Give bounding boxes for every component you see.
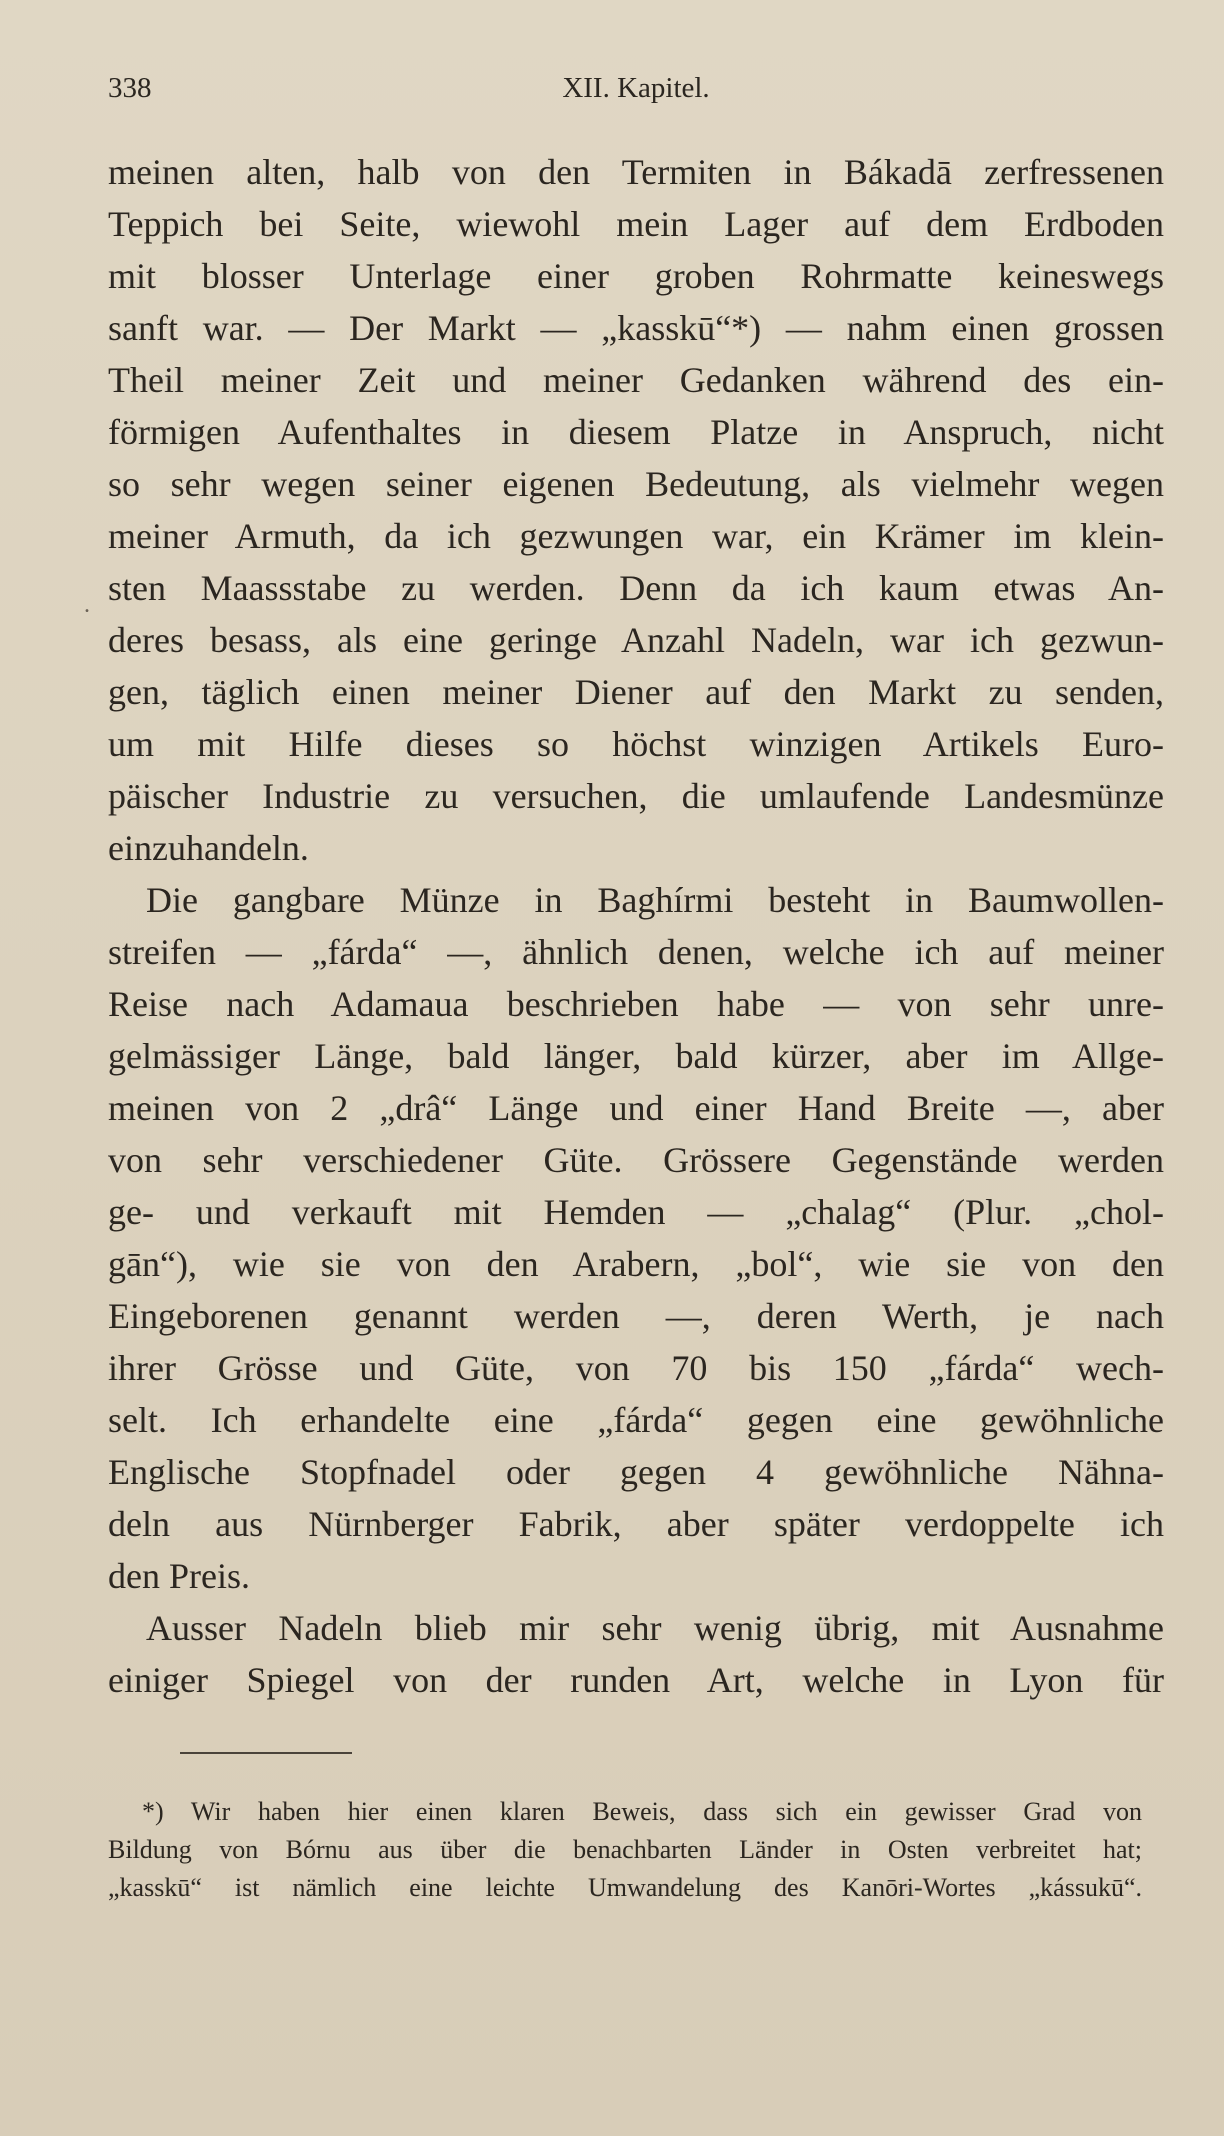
text-line: meinen alten, halb von den Termiten in Bákadā zerfressenen [108, 152, 1164, 192]
text-line: gelmässiger Länge, bald länger, bald kürzer, aber im Allge- [108, 1036, 1164, 1076]
text-line: deln aus Nürnberger Fabrik, aber später verdoppelte ich [108, 1504, 1164, 1544]
page-number: 338 [108, 72, 152, 104]
text-line: päischer Industrie zu versuchen, die umlaufende Landesmünze [108, 776, 1164, 816]
text-line: Eingeborenen genannt werden —, deren Werth, je nach [108, 1296, 1164, 1336]
text-line: deres besass, als eine geringe Anzahl Nadeln, war ich gezwun- [108, 620, 1164, 660]
footnote-line: Bildung von Bórnu aus über die benachbarten Länder in Osten verbreitet hat; [108, 1835, 1142, 1864]
text-line: gān“), wie sie von den Arabern, „bol“, wie sie von den [108, 1244, 1164, 1284]
text-line: sanft war. — Der Markt — „kasskū“*) — nahm einen grossen [108, 308, 1164, 348]
page-header [108, 72, 1164, 112]
footnote-line: *) Wir haben hier einen klaren Beweis, dass sich ein gewisser Grad von [142, 1797, 1142, 1826]
text-line: einiger Spiegel von der runden Art, welche in Lyon für [108, 1660, 1164, 1700]
text-line: Theil meiner Zeit und meiner Gedanken während des ein- [108, 360, 1164, 400]
text-line: von sehr verschiedener Güte. Grössere Gegenstände werden [108, 1140, 1164, 1180]
text-line: selt. Ich erhandelte eine „fárda“ gegen eine gewöhnliche [108, 1400, 1164, 1440]
text-line: den Preis. [108, 1556, 250, 1596]
body-text [108, 146, 1164, 1706]
text-line: streifen — „fárda“ —, ähnlich denen, welche ich auf meiner [108, 932, 1164, 972]
running-head: XII. Kapitel. [562, 72, 710, 104]
text-line: meinen von 2 „drâ“ Länge und einer Hand Breite —, aber [108, 1088, 1164, 1128]
text-line: um mit Hilfe dieses so höchst winzigen Artikels Euro- [108, 724, 1164, 764]
text-line: einzuhandeln. [108, 828, 309, 868]
text-line: mit blosser Unterlage einer groben Rohrmatte keineswegs [108, 256, 1164, 296]
text-line: ge- und verkauft mit Hemden — „chalag“ (Plur. „chol- [108, 1192, 1164, 1232]
text-line: förmigen Aufenthaltes in diesem Platze in Anspruch, nicht [108, 412, 1164, 452]
text-line: Reise nach Adamaua beschrieben habe — von sehr unre- [108, 984, 1164, 1024]
text-line: Teppich bei Seite, wiewohl mein Lager auf dem Erdboden [108, 204, 1164, 244]
text-line: sten Maassstabe zu werden. Denn da ich kaum etwas An- [108, 568, 1164, 608]
paragraph-start-line: Die gangbare Münze in Baghírmi besteht in Baumwollen- [146, 880, 1164, 920]
text-line: ihrer Grösse und Güte, von 70 bis 150 „fárda“ wech- [108, 1348, 1164, 1388]
footnote-line: „kasskū“ ist nämlich eine leichte Umwandelung des Kanōri-Wortes „kássukū“. [108, 1873, 1142, 1902]
text-line: Englische Stopfnadel oder gegen 4 gewöhnliche Nähna- [108, 1452, 1164, 1492]
margin-mark: . [84, 592, 90, 618]
text-line: gen, täglich einen meiner Diener auf den Markt zu senden, [108, 672, 1164, 712]
text-line: so sehr wegen seiner eigenen Bedeutung, als vielmehr wegen [108, 464, 1164, 504]
paragraph-start-line: Ausser Nadeln blieb mir sehr wenig übrig, mit Ausnahme [146, 1608, 1164, 1648]
text-line: meiner Armuth, da ich gezwungen war, ein Krämer im klein- [108, 516, 1164, 556]
footnote [108, 1793, 1142, 1907]
footnote-divider [180, 1752, 352, 1754]
